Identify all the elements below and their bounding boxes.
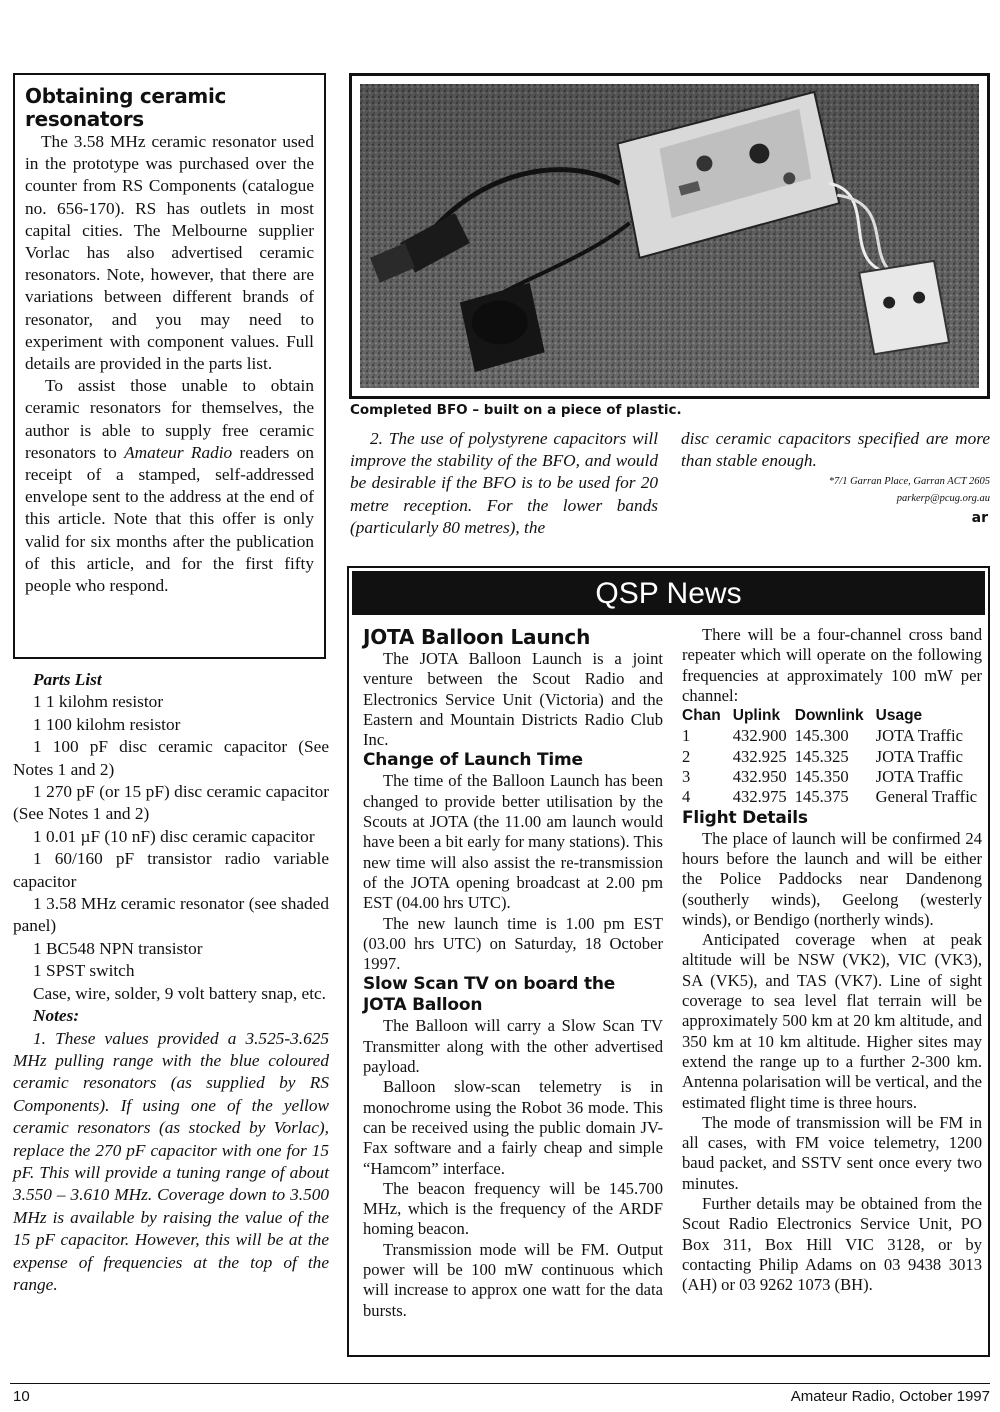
page-number: 10 [13,1388,30,1405]
qsp-paragraph: The beacon frequency will be 145.700 MHz, which is the frequency of the ARDF homing beacon. [363,1178,663,1239]
qsp-right-column [682,625,982,1296]
qsp-paragraph: There will be a four-channel cross band repeater which will operate on the following frequencies at approximately 100 mW per channel: [682,625,982,705]
table-cell: 1 [682,726,691,746]
qsp-paragraph: The mode of transmission will be FM in all cases, with FM voice telemetry, 1200 baud packet, and SSTV sent once every two minutes. [682,1112,982,1193]
table-header-row [682,706,977,726]
bfo-photo [349,73,990,399]
table-header: Downlink [794,707,864,725]
parts-item: 1 100 kilohm resistor [33,714,181,734]
qsp-paragraph: Transmission mode will be FM. Output power will be 100 mW continuous which will increase to approx one watt for the data bursts. [363,1239,663,1320]
qsp-paragraph: Further details may be obtained from the Scout Radio Electronics Service Unit, PO Box 311, Box Hill VIC 3128, or by contacting Philip Adams on 03 9438 3013 (AH) or 03 9262 1073 (BH). [682,1194,982,1295]
panel-title: Obtaining ceramic resonators [25,84,227,131]
parts-item: Case, wire, solder, 9 volt battery snap, etc. [33,983,327,1003]
table-row [682,726,977,746]
notes-heading: Notes: [33,1006,80,1026]
bfo-photo-image [360,84,979,388]
parts-list [13,669,329,1296]
magazine-issue: Amateur Radio, October 1997 [790,1388,990,1405]
table-cell: 145.325 [794,746,849,766]
parts-list-heading: Parts List [33,670,102,689]
table-cell: 432.950 [732,767,787,787]
qsp-paragraph: The Balloon will carry a Slow Scan TV Transmitter along with the other advertised payload. [363,1016,663,1077]
table-row [682,787,977,807]
qsp-heading-launch-time: Change of Launch Time [363,750,583,771]
parts-item: 1 100 pF disc ceramic capacitor (See Notes 1 and 2) [13,737,329,779]
parts-item: 1 0.01 µF (10 nF) disc ceramic capacitor [33,826,315,846]
panel-p2-emphasis: Amateur Radio [124,442,233,462]
author-email: parkerp@pcug.org.au [896,493,990,504]
table-cell: General Traffic [875,787,978,807]
table-header: Uplink [732,707,781,725]
author-address-block [829,473,990,507]
qsp-heading-sstv: Slow Scan TV on board the JOTA Balloon [363,974,616,1016]
parts-item: 1 270 pF (or 15 pF) disc ceramic capacitor (See Notes 1 and 2) [13,782,329,824]
qsp-paragraph: The JOTA Balloon Launch is a joint venture between the Scout Radio and Electronics Service Unit (Victoria) and the Eastern and Mountain Districts Radio Club Inc. [363,649,663,750]
table-cell: 3 [682,767,691,787]
panel-p2-text-a: To assist those unable to obtain ceramic resonators for themselves, the author is able to supply free ceramic resonators to [25,376,314,462]
qsp-paragraph: The place of launch will be confirmed 24 hours before the launch and will be either the Police Paddocks near Dandenong (southerly winds), Geelong (westerly winds), or Bendigo (northerly winds). [682,828,982,929]
parts-item: 1 60/160 pF transistor radio variable capacitor [13,849,329,891]
table-cell: 432.975 [732,787,787,807]
qsp-paragraph: Anticipated coverage when at peak altitude will be NSW (VK2), VIC (VK3), SA (VK5), and TAS (VK7). Line of sight coverage to sea level flat terrain will be approximately 500 km at 20 km altitude, and 350 km at 10 km altitude. Higher sites may extend the range up to a further 2-300 km. Antenna polarisation will be vertical, and the estimated flight time is three hours. [682,930,982,1112]
qsp-paragraph: The time of the Balloon Launch has been changed to provide better utilisation by the Scouts at JOTA (the 11.00 am launch would have been a bit early for many stations). This new time will also assist the re-transmission of the JOTA opening broadcast at 2.00 pm EST (04.00 hrs UTC). [363,771,663,913]
table-cell: 145.300 [794,726,849,746]
note-2-continued: disc ceramic capacitors specified are more than stable enough. [681,429,990,471]
qsp-paragraph: The new launch time is 1.00 pm EST (03.00 hrs UTC) on Saturday, 18 October 1997. [363,913,663,974]
table-row [682,747,977,767]
parts-item: 1 BC548 NPN transistor [33,938,203,958]
table-cell: JOTA Traffic [875,726,963,746]
table-cell: 4 [682,787,691,807]
frequency-table [682,706,977,807]
photo-caption: Completed BFO – built on a piece of plastic. [350,402,682,418]
table-cell: 2 [682,746,691,766]
qsp-paragraph: Balloon slow-scan telemetry is in monochrome using the Robot 36 mode. This can be received using the public domain JV-Fax software and a fairly cheap and simple “Hamcom” interface. [363,1077,663,1178]
qsp-banner: QSP News [352,571,985,615]
qsp-news-box [347,566,990,1357]
parts-item: 1 SPST switch [33,961,135,981]
note-2: 2. The use of polystyrene capacitors will improve the stability of the BFO, and would be desirable if the BFO is to be used for 20 metre reception. For the lower bands (particularly 80 metres), the [350,429,658,537]
parts-item: 1 1 kilohm resistor [33,692,164,712]
panel-p2-text-b: readers on receipt of a stamped, self-addressed envelope sent to the address at the end of this article. Note that this offer is only valid for six months after the publication of this article, and for the first fifty people who respond. [25,442,314,596]
parts-item: 1 3.58 MHz ceramic resonator (see shaded panel) [13,894,329,936]
resonator-panel [13,73,326,659]
table-cell: 145.350 [794,767,849,787]
qsp-heading-flight: Flight Details [682,807,808,828]
table-cell: 432.925 [732,746,787,766]
table-row [682,767,977,787]
table-cell: 432.900 [732,726,787,746]
qsp-left-column [363,625,663,1321]
author-address: *7/1 Garran Place, Garran ACT 2605 [828,476,990,487]
panel-paragraph-2 [25,375,314,597]
table-cell: 145.375 [794,787,849,807]
end-mark: ar [971,510,988,526]
qsp-heading-jota: JOTA Balloon Launch [363,625,591,649]
footer-rule [10,1383,990,1384]
note-1: 1. These values provided a 3.525-3.625 MHz pulling range with the blue coloured ceramic resonators (as supplied by RS Components). If using one of the yellow ceramic resonators (as stocked by Vorlac), replace the 270 pF capacitor with one for 15 pF. This will provide a tuning range of about 3.550 – 3.610 MHz. Coverage down to 3.500 MHz is available by raising the value of the 15 pF capacitor. However, this will be at the expense of frequencies at the top of the range. [13,1028,329,1294]
panel-paragraph-1: The 3.58 MHz ceramic resonator used in the prototype was purchased over the counter from RS Components (catalogue no. 656-170). RS has outlets in most capital cities. The Melbourne supplier Vorlac has also advertised ceramic resonators. Note, however, that there are variations between different brands of resonator, and you may need to experiment with component values. Full details are provided in the parts list. [25,132,314,374]
table-header: Chan [682,707,721,725]
table-cell: JOTA Traffic [875,767,963,787]
table-cell: JOTA Traffic [875,746,963,766]
table-header: Usage [875,707,923,725]
